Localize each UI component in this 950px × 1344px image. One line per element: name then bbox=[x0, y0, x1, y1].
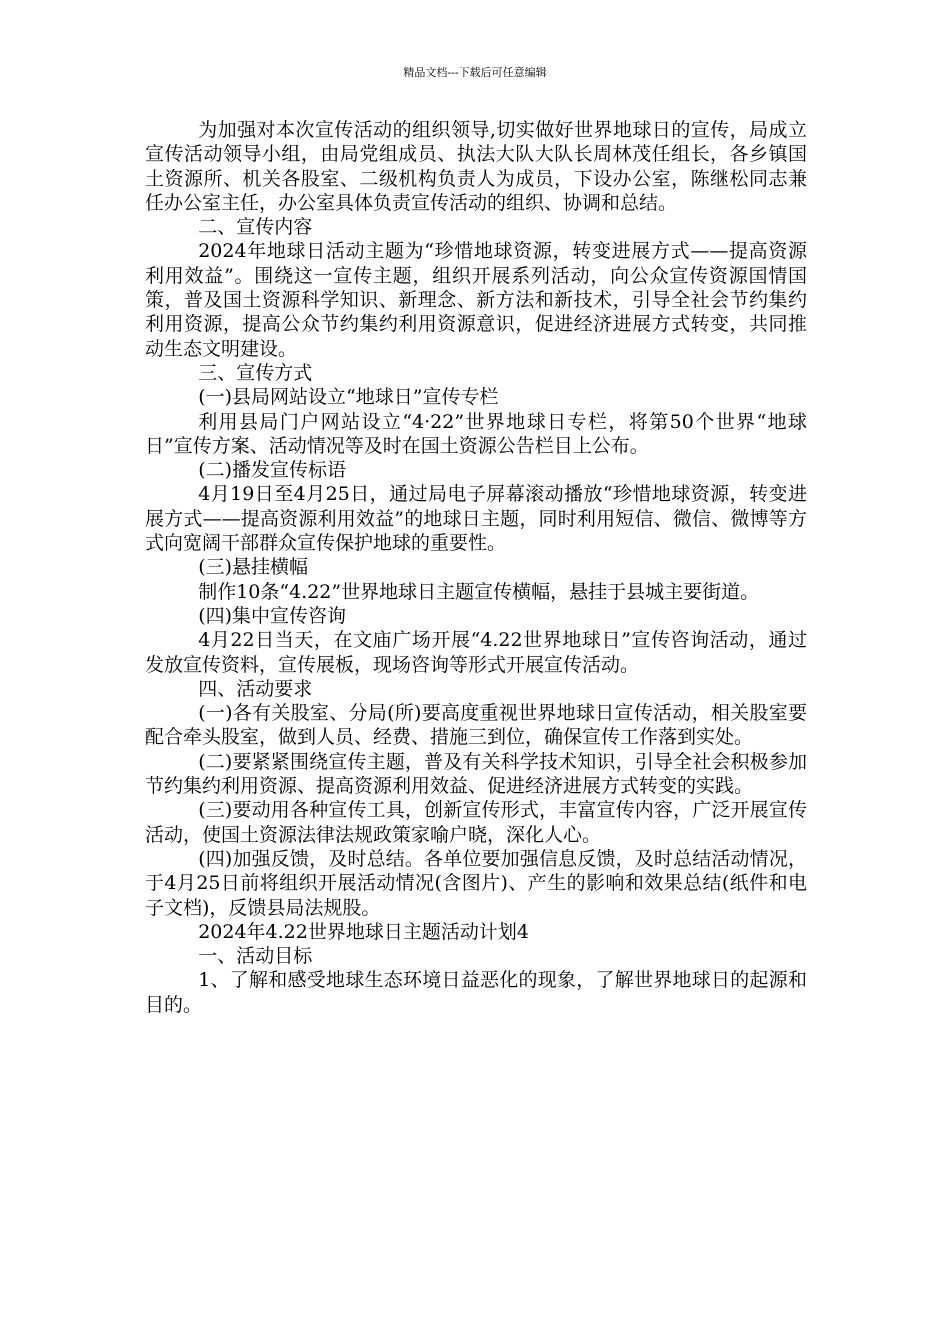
paragraph-requirement-2: (二)要紧紧围绕宣传主题，普及有关科学技术知识，引导全社会积极参加节约集约利用资源、提高资源利用效益、促进经济进展方式转变的实践。 bbox=[145, 750, 807, 798]
paragraph-requirement-1: (一)各有关股室、分局(所)要高度重视世界地球日宣传活动，相关股室要配合牵头股室，做到人员、经费、措施三到位，确保宣传工作落到实处。 bbox=[145, 702, 807, 749]
subheading-slogans: (二)播发宣传标语 bbox=[198, 459, 347, 482]
paragraph-requirement-4: (四)加强反馈，及时总结。各单位要加强信息反馈，及时总结活动情况，于4月25日前将组织开展活动情况(含图片)、产生的影响和效果总结(纸件和电子文档)，反馈县局法规股。 bbox=[145, 847, 807, 919]
paragraph-leadership-group: 为加强对本次宣传活动的组织领导,切实做好世界地球日的宣传，局成立宣传活动领导小组，由局党组成员、执法大队大队长周林茂任组长，各乡镇国土资源所、机关各股室、二级机构负责人为成员，下设办公室，陈继松同志兼任办公室主任，办公室具体负责宣传活动的组织、协调和总结。 bbox=[145, 119, 807, 214]
subheading-consultation: (四)集中宣传咨询 bbox=[198, 604, 347, 627]
paragraph-consultation: 4月22日当天，在文庙广场开展“4.22世界地球日”宣传咨询活动，通过发放宣传资料，宣传展板，现场咨询等形式开展宣传活动。 bbox=[145, 629, 807, 676]
section-heading-goals: 一、活动目标 bbox=[198, 945, 313, 968]
section-heading-requirements: 四、活动要求 bbox=[198, 677, 313, 700]
document-body bbox=[145, 118, 807, 1017]
page-header: 精品文档---下载后可任意编辑 bbox=[403, 66, 547, 79]
paragraph-requirement-3: (三)要动用各种宣传工具，创新宣传形式，丰富宣传内容，广泛开展宣传活动，使国土资源法律法规政策家喻户晓，深化人心。 bbox=[145, 799, 807, 846]
section-heading-content: 二、宣传内容 bbox=[198, 216, 313, 239]
paragraph-slogans: 4月19日至4月25日，通过局电子屏幕滚动播放“珍惜地球资源，转变进展方式——提高资源利用效益”的地球日主题，同时利用短信、微信、微博等方式向宽阔干部群众宣传保护地球的重要性。 bbox=[145, 483, 807, 555]
paragraph-website-column: 利用县局门户网站设立“4·22”世界地球日专栏，将第50个世界“地球日”宣传方案、活动情况等及时在国土资源公告栏目上公布。 bbox=[145, 410, 807, 457]
paragraph-theme: 2024年地球日活动主题为“珍惜地球资源，转变进展方式——提高资源利用效益”。围绕这一宣传主题，组织开展系列活动，向公众宣传资源国情国策，普及国土资源科学知识、新理念、新方法和新技术，引导全社会节约集约利用资源，提高公众节约集约利用资源意识，促进经济进展方式转变，共同推动生态文明建设。 bbox=[145, 240, 807, 360]
section-heading-methods: 三、宣传方式 bbox=[198, 361, 313, 384]
plan-title: 2024年4.22世界地球日主题活动计划4 bbox=[198, 920, 529, 943]
paragraph-banners: 制作10条“4.22”世界地球日主题宣传横幅，悬挂于县城主要街道。 bbox=[198, 580, 760, 603]
subheading-website-column: (一)县局网站设立“地球日”宣传专栏 bbox=[198, 386, 499, 409]
subheading-banners: (三)悬挂横幅 bbox=[198, 556, 309, 579]
paragraph-goal-1: 1、了解和感受地球生态环境日益恶化的现象，了解世界地球日的起源和目的。 bbox=[145, 969, 807, 1016]
